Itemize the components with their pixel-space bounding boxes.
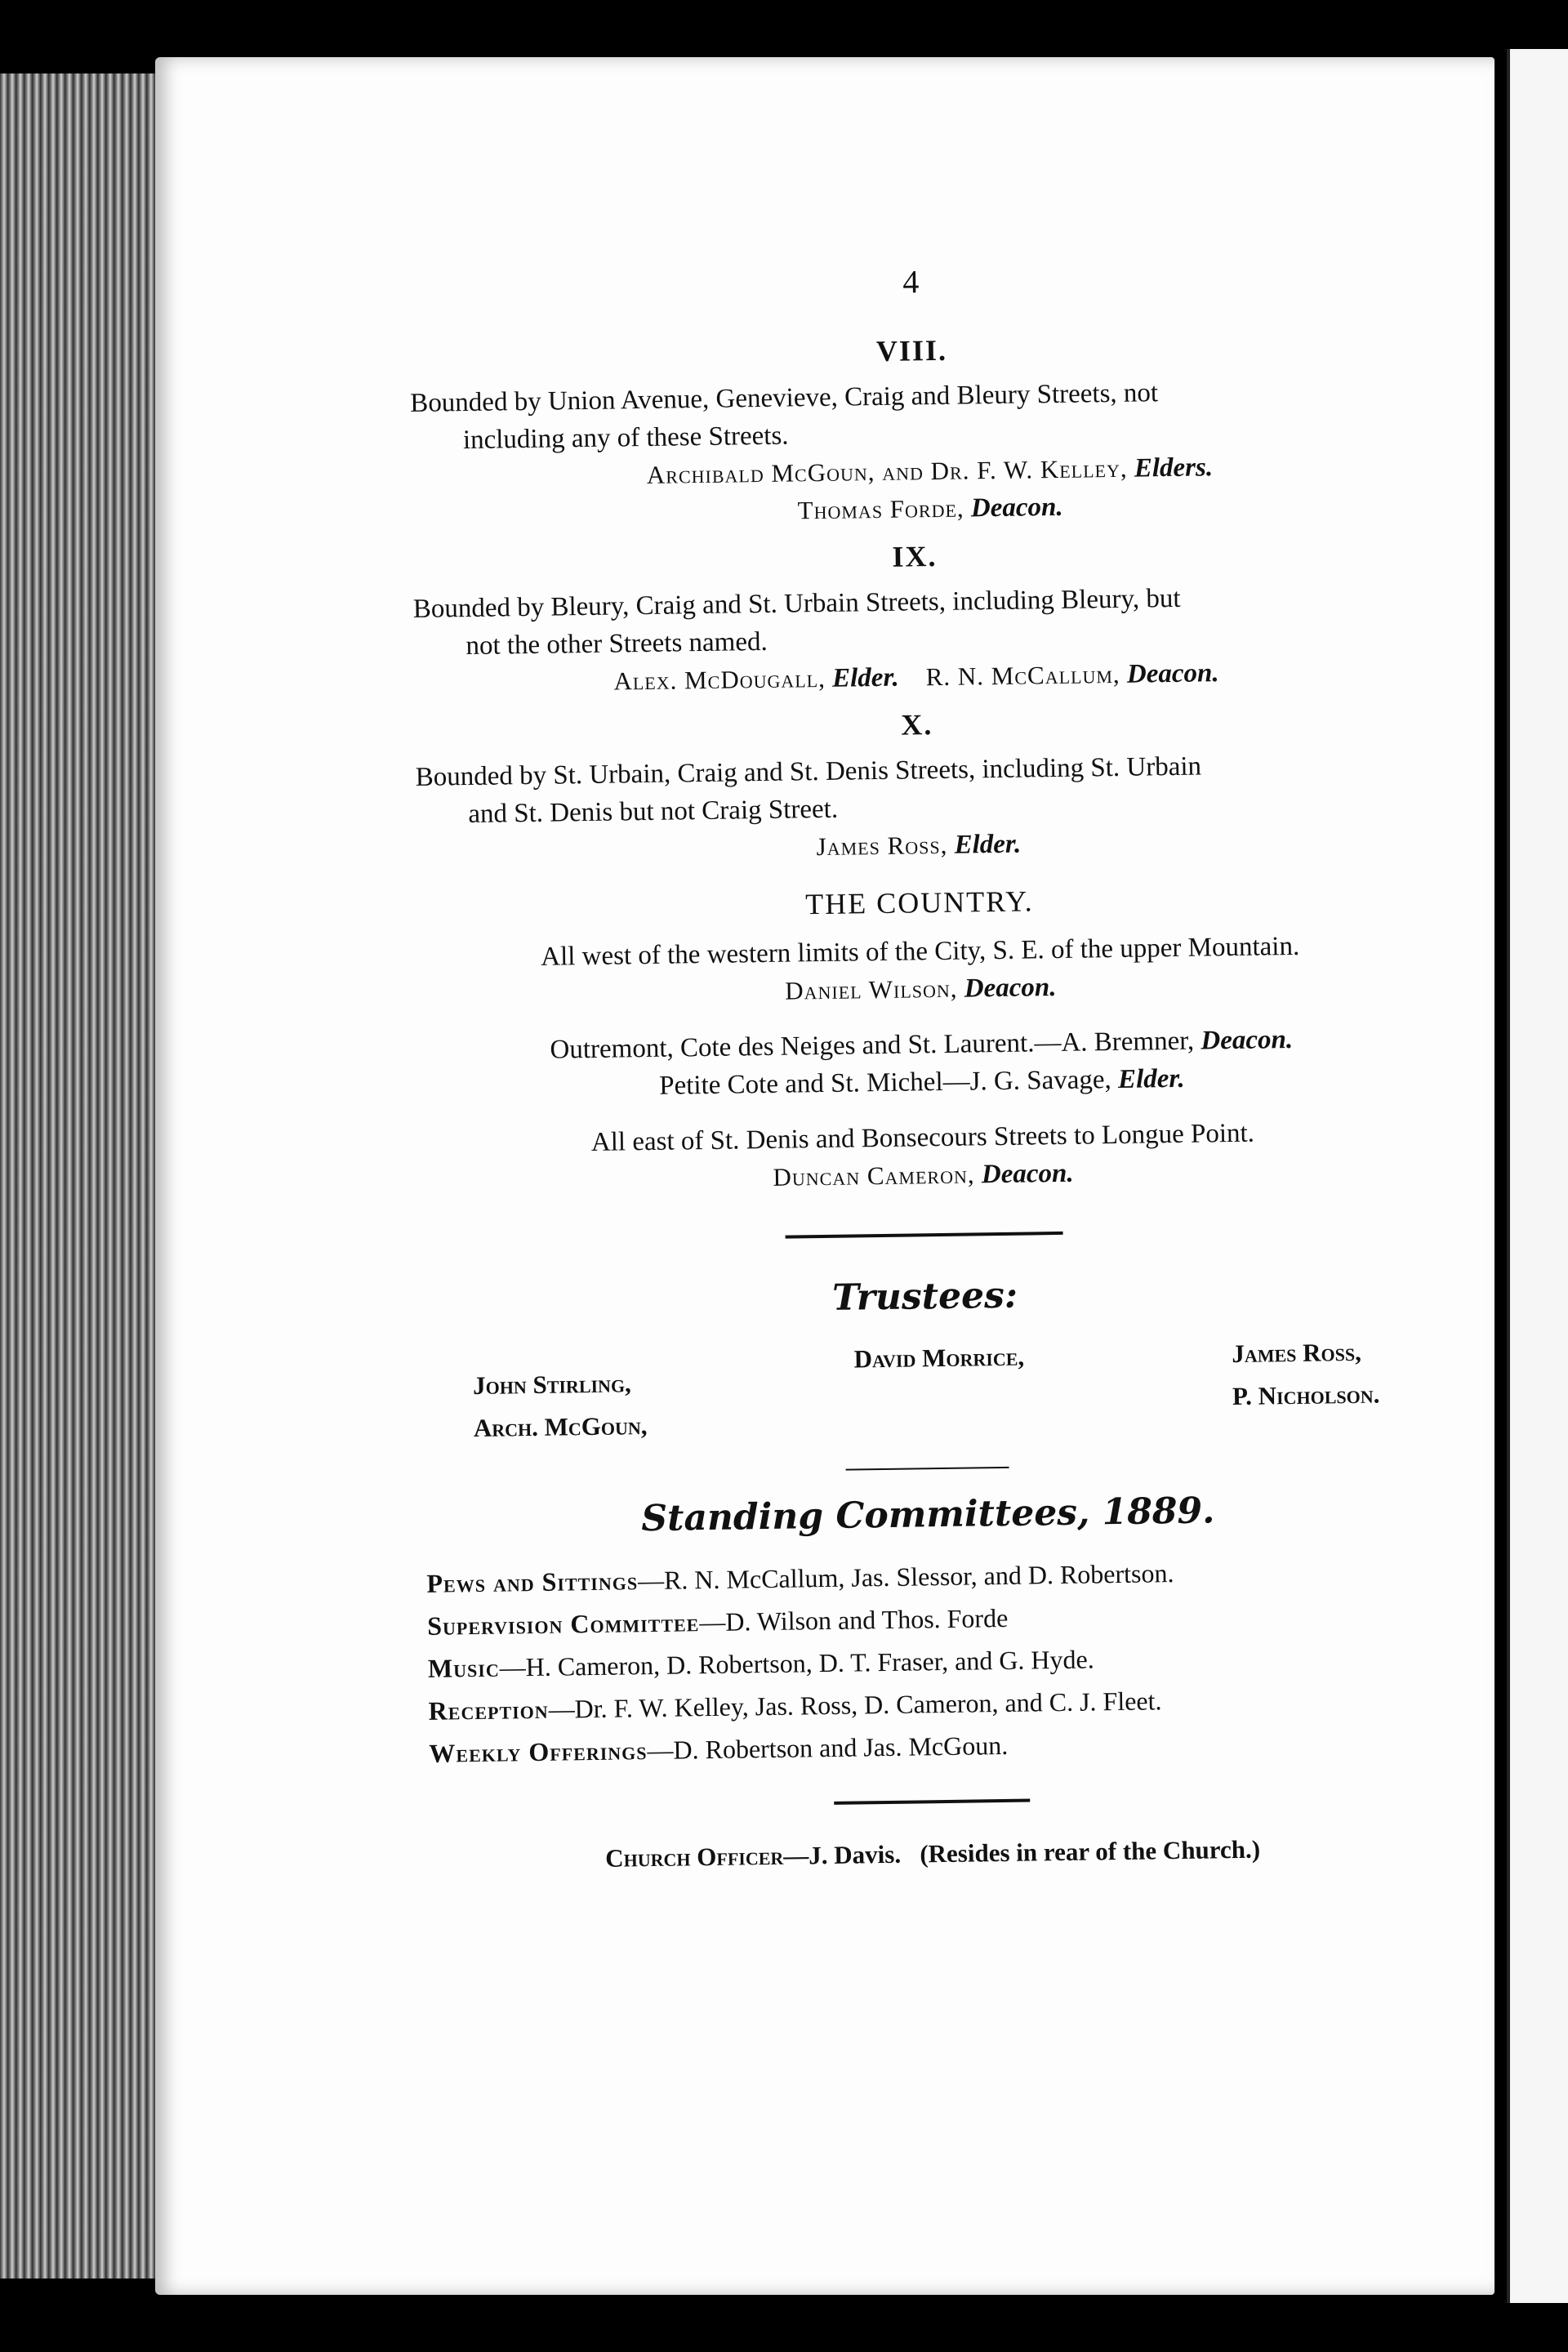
trustees-list (423, 1330, 1429, 1450)
district-heading: IX. (892, 539, 938, 573)
section-divider (834, 1799, 1030, 1805)
committee-label: Supervision Committee (426, 1607, 700, 1641)
committee-members: —D. Wilson and Thos. Forde (699, 1602, 1009, 1637)
district-boundary: Bounded by Bleury, Craig and St. Urbain Streets, including Bleury, but (412, 583, 1181, 624)
district-heading: VIII. (875, 333, 948, 368)
book-page-edges (0, 74, 155, 2278)
trustees-section (422, 1269, 1429, 1450)
committee-members: —Dr. F. W. Kelley, Jas. Ross, D. Cameron, and C. J. Fleet. (548, 1686, 1162, 1724)
committees-heading: Standing Committees, 1889. (640, 1490, 1215, 1540)
church-officer-note: (Resides in rear of the Church.) (920, 1834, 1261, 1869)
officer-names: Alex. McDougall, (613, 663, 826, 696)
trustee-name: Arch. McGoun, (473, 1411, 648, 1443)
trustees-column (1232, 1331, 1380, 1440)
district-x (415, 701, 1422, 871)
officer-role: Deacon. (981, 1158, 1074, 1190)
page-number: 4 (902, 263, 920, 301)
committee-members: —R. N. McCallum, Jas. Slessor, and D. Robertson. (637, 1558, 1174, 1596)
committee-label: Music (427, 1652, 500, 1683)
church-officer-name: —J. Davis. (783, 1839, 902, 1870)
area-text: Outremont, Cote des Neiges and St. Laurent.—A. Bremner, (550, 1026, 1195, 1065)
district-boundary-cont: and St. Denis but not Craig Street. (468, 794, 839, 830)
committee-label: Pews and Sittings (426, 1566, 639, 1598)
district-boundary: Bounded by Union Avenue, Genevieve, Craig and Bleury Streets, not (410, 378, 1159, 418)
officer-role: Elder. (954, 829, 1022, 860)
page-content (408, 256, 1435, 1876)
section-divider (786, 1232, 1063, 1239)
officer-names: R. N. McCallum, (925, 659, 1120, 692)
officer-role: Deacon. (1126, 658, 1219, 689)
country-area: All west of the western limits of the City, S. E. of the upper Mountain. (540, 931, 1300, 972)
area-text: Petite Cote and St. Michel—J. G. Savage, (659, 1065, 1112, 1101)
officer-names: Duncan Cameron, (773, 1160, 975, 1192)
trustee-name: David Morrice, (853, 1342, 1025, 1374)
committees-section (425, 1487, 1434, 1775)
section-divider (846, 1467, 1009, 1471)
district-boundary-cont: not the other Streets named. (466, 626, 768, 662)
officer-role: Elder. (1117, 1063, 1185, 1094)
officer-names: Thomas Forde, (797, 493, 964, 525)
country-heading: THE COUNTRY. (804, 884, 1034, 921)
adjacent-page-edge (1507, 49, 1568, 2303)
officer-role: Deacon. (1200, 1024, 1294, 1056)
district-ix (412, 532, 1419, 703)
church-officer-label: Church Officer (605, 1841, 784, 1873)
committee-label: Weekly Offerings (429, 1735, 648, 1768)
officer-names: Daniel Wilson, (784, 973, 958, 1005)
district-boundary-cont: including any of these Streets. (462, 421, 789, 456)
trustee-name: John Stirling, (472, 1369, 632, 1401)
officer-role: Elders. (1134, 452, 1214, 483)
trustees-column (853, 1336, 1025, 1445)
officer-role: Elder. (831, 662, 899, 693)
district-heading: X. (901, 708, 933, 742)
trustee-name: P. Nicholson. (1232, 1379, 1380, 1411)
officer-role: Deacon. (964, 973, 1057, 1004)
committee-members: —D. Robertson and Jas. McGoun. (647, 1730, 1009, 1766)
country-area: All east of St. Denis and Bonsecours Streets to Longue Point. (590, 1118, 1255, 1157)
officer-names: James Ross, (816, 830, 948, 862)
trustees-column (473, 1362, 648, 1450)
officer-role: Deacon. (970, 492, 1063, 523)
committee-members: —H. Cameron, D. Robertson, D. T. Fraser, and G. Hyde. (499, 1644, 1094, 1682)
trustees-heading: Trustees: (831, 1274, 1018, 1319)
country-section (417, 879, 1426, 1201)
committee-label: Reception (428, 1694, 549, 1726)
officer-names: Archibald McGoun, and Dr. F. W. Kelley, (646, 453, 1128, 489)
district-boundary: Bounded by St. Urbain, Craig and St. Denis Streets, including St. Urbain (415, 751, 1202, 792)
trustee-name: James Ross, (1232, 1337, 1362, 1369)
district-viii (409, 327, 1416, 535)
